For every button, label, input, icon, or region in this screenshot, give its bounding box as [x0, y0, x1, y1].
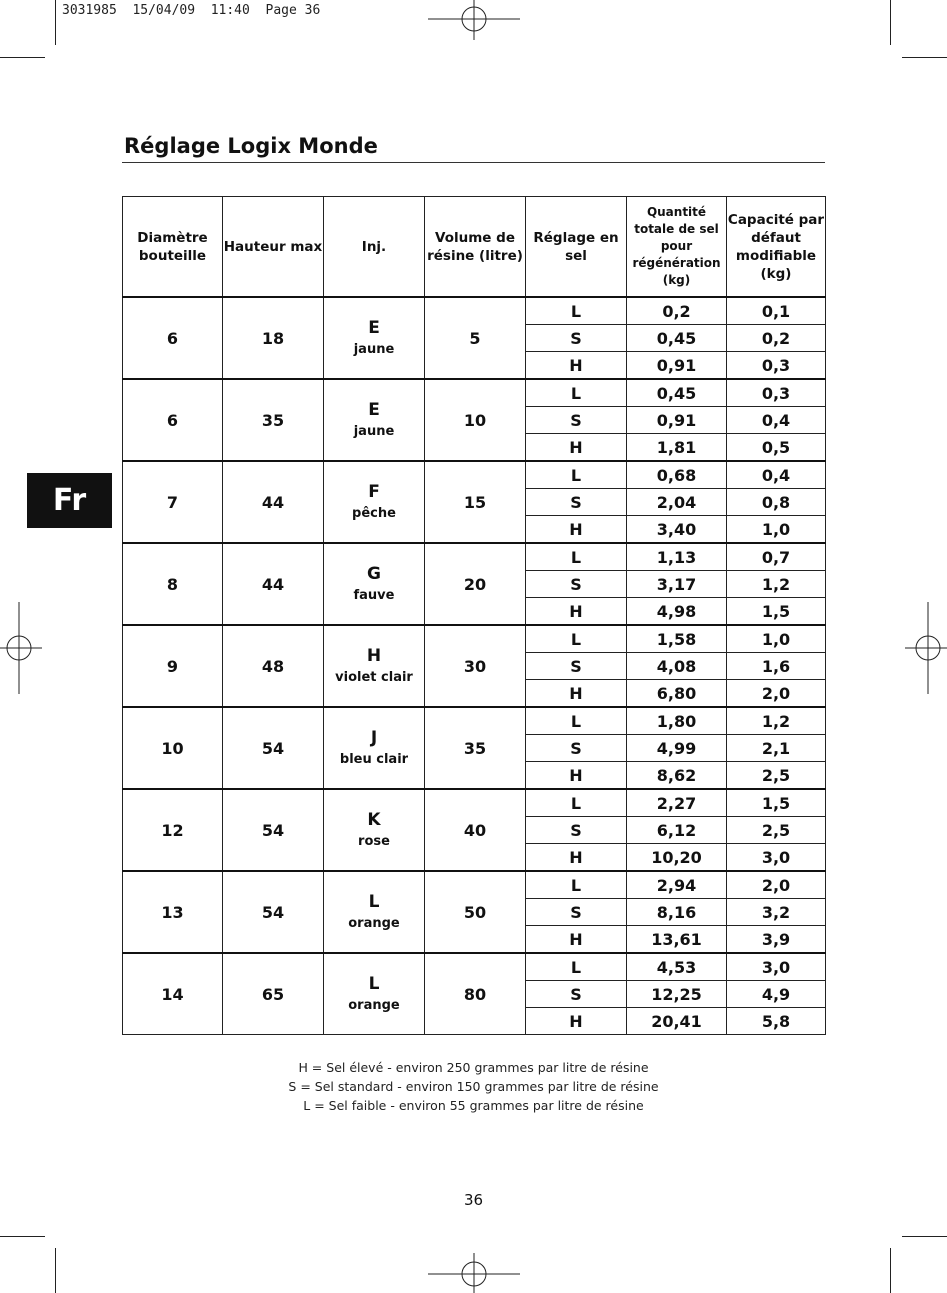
inj-letter: L: [368, 974, 380, 994]
diametre-cell: 12: [123, 789, 223, 871]
reglage-cell: L: [526, 625, 627, 653]
quantite-cell: 0,45: [627, 379, 727, 407]
quantite-cell: 12,25: [627, 981, 727, 1008]
reglage-cell: S: [526, 981, 627, 1008]
language-tab: Fr: [27, 473, 112, 528]
inj-letter: E: [368, 318, 380, 338]
capacite-cell: 1,2: [727, 707, 826, 735]
inj-letter: H: [366, 646, 382, 666]
crop-mark: [890, 0, 891, 45]
capacite-cell: 2,0: [727, 680, 826, 708]
crop-mark: [902, 1236, 947, 1237]
capacite-cell: 1,6: [727, 653, 826, 680]
table-row: [123, 297, 826, 325]
volume-cell: 10: [425, 379, 526, 461]
volume-cell: 15: [425, 461, 526, 543]
capacite-cell: 2,1: [727, 735, 826, 762]
reglage-cell: H: [526, 352, 627, 380]
capacite-cell: 1,0: [727, 516, 826, 544]
crop-mark: [890, 1248, 891, 1293]
registration-mark-icon: [428, 1253, 520, 1293]
quantite-cell: 0,91: [627, 407, 727, 434]
reglage-cell: H: [526, 926, 627, 954]
reglage-cell: H: [526, 598, 627, 626]
legend-line: L = Sel faible - environ 55 grammes par litre de résine: [303, 1098, 644, 1113]
crop-mark: [55, 0, 56, 45]
volume-cell: 50: [425, 871, 526, 953]
table-row: [123, 461, 826, 489]
inj-cell: [324, 953, 425, 1035]
header-volume: Volume de résine (litre): [425, 197, 526, 298]
registration-mark-icon: [428, 0, 520, 40]
diametre-cell: 14: [123, 953, 223, 1035]
quantite-cell: 4,08: [627, 653, 727, 680]
quantite-cell: 8,62: [627, 762, 727, 790]
volume-cell: 40: [425, 789, 526, 871]
diametre-cell: 10: [123, 707, 223, 789]
legend-line: S = Sel standard - environ 150 grammes par litre de résine: [288, 1079, 659, 1094]
reglage-cell: L: [526, 297, 627, 325]
reglage-cell: S: [526, 817, 627, 844]
diametre-cell: 9: [123, 625, 223, 707]
header-reglage: Réglage en sel: [526, 197, 627, 298]
inj-cell: [324, 625, 425, 707]
reglage-cell: L: [526, 379, 627, 407]
capacite-cell: 0,1: [727, 297, 826, 325]
quantite-cell: 4,53: [627, 953, 727, 981]
volume-cell: 20: [425, 543, 526, 625]
volume-cell: 35: [425, 707, 526, 789]
crop-mark: [0, 57, 45, 58]
inj-letter: J: [370, 728, 378, 748]
hauteur-cell: 44: [223, 543, 324, 625]
inj-cell: [324, 543, 425, 625]
hauteur-cell: 54: [223, 707, 324, 789]
table-row: [123, 707, 826, 735]
hauteur-cell: 65: [223, 953, 324, 1035]
reglage-cell: S: [526, 653, 627, 680]
capacite-cell: 0,4: [727, 461, 826, 489]
inj-cell: [324, 379, 425, 461]
reglage-cell: H: [526, 680, 627, 708]
hauteur-cell: 48: [223, 625, 324, 707]
diametre-cell: 13: [123, 871, 223, 953]
capacite-cell: 3,2: [727, 899, 826, 926]
inj-color: orange: [348, 916, 400, 931]
capacite-cell: 3,0: [727, 844, 826, 872]
reglage-cell: H: [526, 1008, 627, 1035]
inj-letter: L: [368, 892, 380, 912]
inj-color: violet clair: [335, 670, 413, 685]
header-inj: Inj.: [324, 197, 425, 298]
capacite-cell: 2,5: [727, 817, 826, 844]
title-divider: [122, 162, 825, 163]
reglage-cell: H: [526, 762, 627, 790]
inj-cell: [324, 789, 425, 871]
reglage-cell: L: [526, 789, 627, 817]
diametre-cell: 6: [123, 297, 223, 379]
quantite-cell: 2,94: [627, 871, 727, 899]
capacite-cell: 2,0: [727, 871, 826, 899]
crop-mark: [0, 1236, 45, 1237]
volume-cell: 5: [425, 297, 526, 379]
inj-letter: E: [368, 400, 380, 420]
hauteur-cell: 54: [223, 871, 324, 953]
capacite-cell: 5,8: [727, 1008, 826, 1035]
quantite-cell: 0,45: [627, 325, 727, 352]
capacite-cell: 1,0: [727, 625, 826, 653]
inj-cell: [324, 461, 425, 543]
table-row: [123, 543, 826, 571]
table-row: [123, 871, 826, 899]
volume-cell: 80: [425, 953, 526, 1035]
hauteur-cell: 35: [223, 379, 324, 461]
capacite-cell: 0,5: [727, 434, 826, 462]
inj-color: jaune: [353, 342, 395, 357]
hauteur-cell: 54: [223, 789, 324, 871]
reglage-cell: H: [526, 844, 627, 872]
inj-color: jaune: [353, 424, 395, 439]
capacite-cell: 0,8: [727, 489, 826, 516]
inj-color: pêche: [352, 506, 396, 521]
quantite-cell: 13,61: [627, 926, 727, 954]
capacite-cell: 0,2: [727, 325, 826, 352]
registration-mark-icon: [0, 602, 42, 694]
inj-letter: F: [368, 482, 380, 502]
capacite-cell: 1,2: [727, 571, 826, 598]
quantite-cell: 1,81: [627, 434, 727, 462]
page-title: Réglage Logix Monde: [124, 134, 378, 158]
inj-letter: G: [367, 564, 381, 584]
hauteur-cell: 44: [223, 461, 324, 543]
table-row: [123, 625, 826, 653]
diametre-cell: 7: [123, 461, 223, 543]
quantite-cell: 1,58: [627, 625, 727, 653]
reglage-cell: L: [526, 461, 627, 489]
reglage-cell: L: [526, 953, 627, 981]
capacite-cell: 3,9: [727, 926, 826, 954]
crop-mark: [902, 57, 947, 58]
capacite-cell: 0,3: [727, 352, 826, 380]
page-number: 36: [463, 1191, 484, 1209]
reglage-cell: S: [526, 899, 627, 926]
legend-line: H = Sel élevé - environ 250 grammes par litre de résine: [298, 1060, 649, 1075]
reglage-cell: S: [526, 735, 627, 762]
inj-color: rose: [358, 834, 390, 849]
header-quantite: Quantité totale de sel pour régénération (kg): [627, 197, 727, 298]
quantite-cell: 2,04: [627, 489, 727, 516]
quantite-cell: 4,98: [627, 598, 727, 626]
reglage-cell: L: [526, 543, 627, 571]
capacite-cell: 0,4: [727, 407, 826, 434]
header-capacite: Capacité par défaut modifiable (kg): [727, 197, 826, 298]
inj-cell: [324, 707, 425, 789]
volume-cell: 30: [425, 625, 526, 707]
quantite-cell: 0,91: [627, 352, 727, 380]
settings-table: [122, 196, 826, 1035]
quantite-cell: 4,99: [627, 735, 727, 762]
quantite-cell: 1,80: [627, 707, 727, 735]
reglage-cell: S: [526, 325, 627, 352]
table-header-row: [123, 197, 826, 298]
table-row: [123, 789, 826, 817]
reglage-cell: L: [526, 707, 627, 735]
inj-color: orange: [348, 998, 400, 1013]
hauteur-cell: 18: [223, 297, 324, 379]
inj-cell: [324, 297, 425, 379]
quantite-cell: 0,68: [627, 461, 727, 489]
header-hauteur: Hauteur max: [223, 197, 324, 298]
reglage-cell: H: [526, 516, 627, 544]
capacite-cell: 1,5: [727, 598, 826, 626]
diametre-cell: 8: [123, 543, 223, 625]
capacite-cell: 3,0: [727, 953, 826, 981]
capacite-cell: 0,7: [727, 543, 826, 571]
quantite-cell: 20,41: [627, 1008, 727, 1035]
quantite-cell: 3,17: [627, 571, 727, 598]
reglage-cell: S: [526, 407, 627, 434]
header-diametre: Diamètre bouteille: [123, 197, 223, 298]
legend: [122, 1058, 825, 1115]
capacite-cell: 1,5: [727, 789, 826, 817]
capacite-cell: 4,9: [727, 981, 826, 1008]
quantite-cell: 1,13: [627, 543, 727, 571]
quantite-cell: 6,12: [627, 817, 727, 844]
quantite-cell: 2,27: [627, 789, 727, 817]
quantite-cell: 8,16: [627, 899, 727, 926]
inj-cell: [324, 871, 425, 953]
inj-letter: K: [367, 810, 381, 830]
table-row: [123, 379, 826, 407]
capacite-cell: 0,3: [727, 379, 826, 407]
table-row: [123, 953, 826, 981]
reglage-cell: S: [526, 489, 627, 516]
quantite-cell: 6,80: [627, 680, 727, 708]
capacite-cell: 2,5: [727, 762, 826, 790]
quantite-cell: 0,2: [627, 297, 727, 325]
reglage-cell: H: [526, 434, 627, 462]
crop-mark: [55, 1248, 56, 1293]
quantite-cell: 3,40: [627, 516, 727, 544]
diametre-cell: 6: [123, 379, 223, 461]
reglage-cell: L: [526, 871, 627, 899]
quantite-cell: 10,20: [627, 844, 727, 872]
inj-color: bleu clair: [339, 752, 409, 767]
registration-mark-icon: [905, 602, 947, 694]
inj-color: fauve: [353, 588, 395, 603]
print-slug: 3031985 15/04/09 11:40 Page 36: [62, 3, 321, 18]
reglage-cell: S: [526, 571, 627, 598]
